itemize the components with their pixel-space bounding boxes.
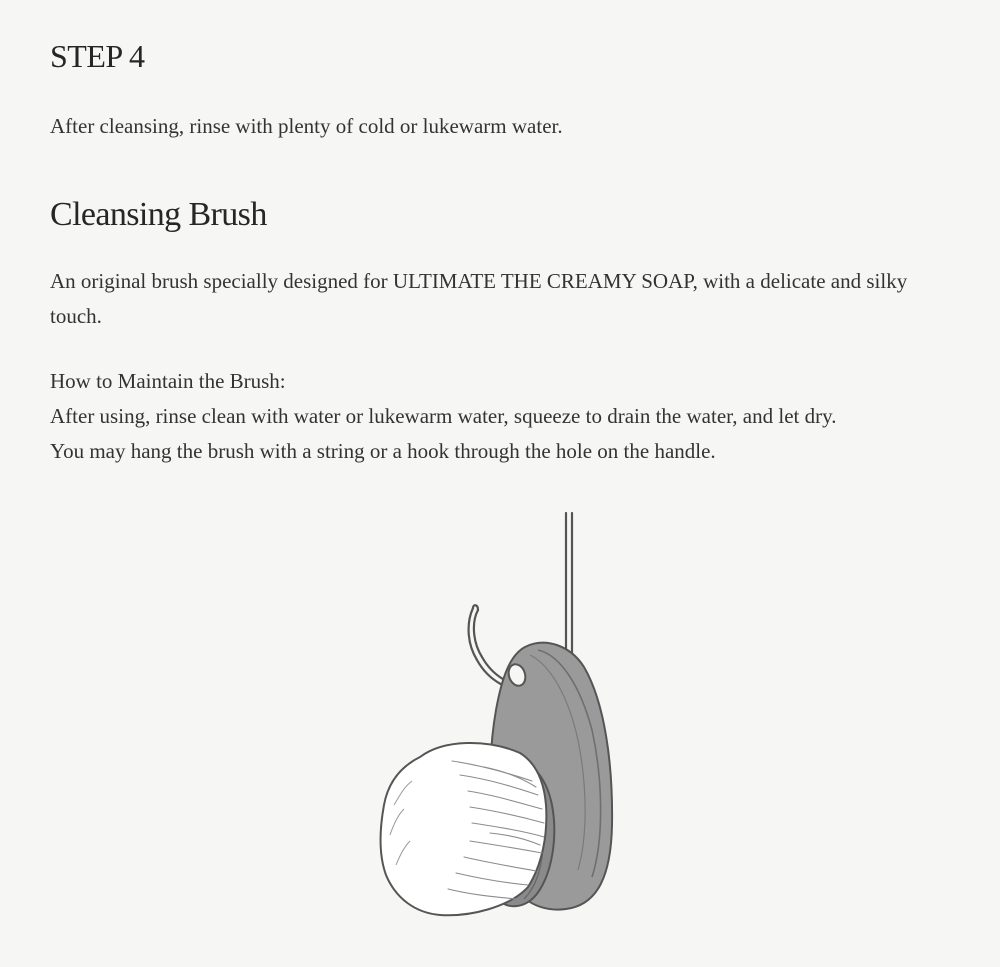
maintain-heading: How to Maintain the Brush: [50, 369, 286, 393]
section-title: Cleansing Brush [50, 196, 267, 233]
step-text: After cleansing, rinse with plenty of cold or lukewarm water. [50, 114, 563, 138]
step-title: STEP 4 [50, 38, 145, 74]
brush-bristles [381, 743, 547, 915]
maintenance-instructions [50, 364, 950, 469]
brush-description: An original brush specially designed for ULTIMATE THE CREAMY SOAP, with a delicate and silky touch. [50, 269, 908, 328]
hanging-brush-icon [360, 505, 640, 930]
maintain-line-2: You may hang the brush with a string or a hook through the hole on the handle. [50, 439, 716, 463]
maintain-line-1: After using, rinse clean with water or lukewarm water, squeeze to drain the water, and let dry. [50, 404, 837, 428]
